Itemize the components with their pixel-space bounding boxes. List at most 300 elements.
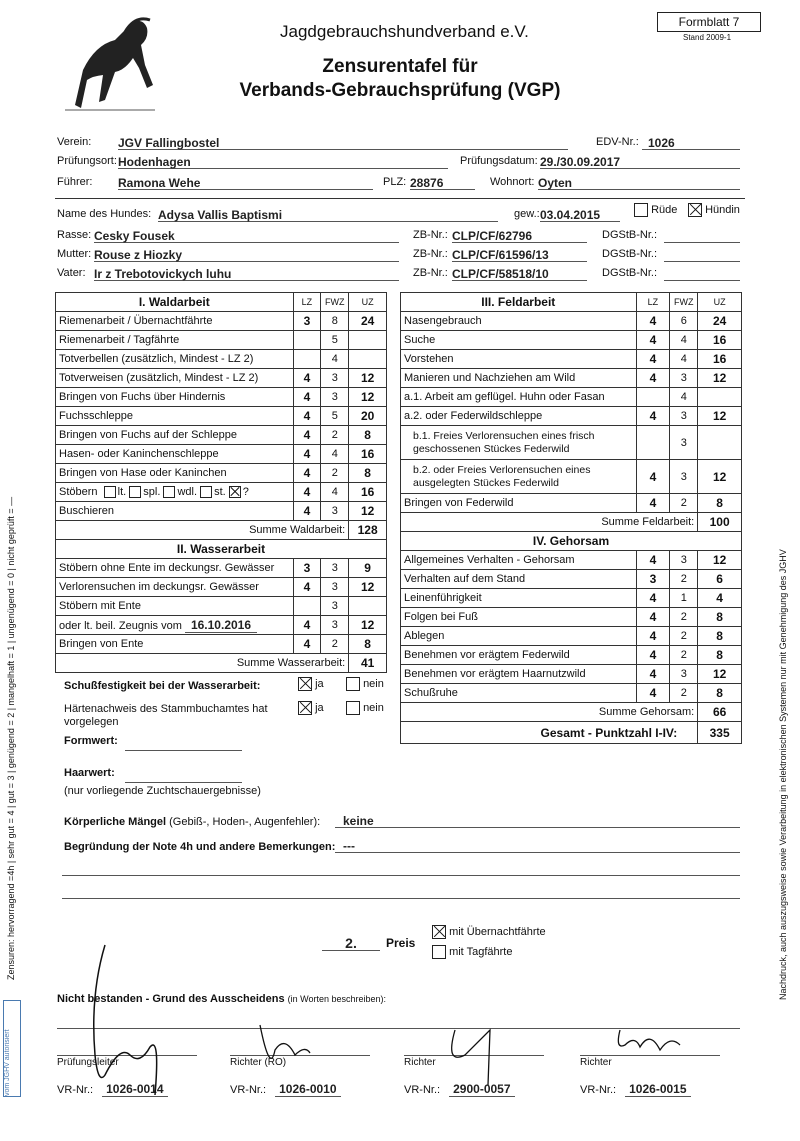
zb-label: ZB-Nr.:	[413, 229, 448, 241]
wasser-row-uz: 8	[349, 635, 387, 654]
wald-row	[56, 483, 387, 502]
feld-row-fwz: 6	[670, 312, 698, 331]
gehorsam-row	[401, 570, 742, 589]
formwert-label: Formwert:	[64, 735, 118, 747]
zb-vater-value: CLP/CF/58518/10	[452, 267, 549, 281]
wald-row-fwz: 8	[321, 312, 349, 331]
stoebern-opt-label: st.	[214, 485, 226, 498]
gehorsam-sum-value: 66	[698, 703, 742, 722]
feld-row-label: Nasengebrauch	[401, 312, 637, 331]
wald-row-label: Bringen von Fuchs über Hindernis	[56, 388, 294, 407]
feld-row-label: a.2. oder Federwildschleppe	[401, 407, 637, 426]
wald-row	[56, 388, 387, 407]
zb-vater-label: ZB-Nr.:	[413, 267, 448, 279]
gehorsam-row-label: Folgen bei Fuß	[401, 608, 637, 627]
gehorsam-row-label: Benehmen vor erägtem Haarnutzwild	[401, 665, 637, 684]
gehorsam-row	[401, 684, 742, 703]
feld-row-label: b.1. Freies Verlorensuchen eines frisch geschossenen Stückes Federwild	[401, 426, 637, 460]
left-score-table	[55, 292, 387, 673]
wald-row-uz: 12	[349, 502, 387, 521]
gehorsam-row-label: Schußruhe	[401, 684, 637, 703]
feld-row-fwz: 3	[670, 460, 698, 494]
huendin-option[interactable]	[688, 203, 740, 217]
haarwert-note: (nur vorliegende Zuchtschauergebnisse)	[64, 785, 261, 797]
feld-row-lz	[636, 426, 670, 460]
gehorsam-row-fwz: 3	[670, 665, 698, 684]
wasser-row-fwz: 2	[321, 635, 349, 654]
wasser-row-label: Verlorensuchen im deckungsr. Gewässer	[56, 578, 294, 597]
wasser-title: II. Wasserarbeit	[56, 540, 387, 559]
wald-row-uz: 16	[349, 483, 387, 502]
wald-row-lz: 4	[293, 407, 321, 426]
col-fwz-header: FWZ	[670, 293, 698, 312]
wasser-row-uz	[349, 597, 387, 616]
datum-field	[540, 153, 740, 169]
schuss-nein-checkbox[interactable]	[346, 677, 360, 691]
wald-row-lz	[293, 331, 321, 350]
feld-row-uz: 12	[698, 369, 742, 388]
gehorsam-row-uz: 12	[698, 665, 742, 684]
ruede-checkbox[interactable]	[634, 203, 648, 217]
wald-row	[56, 426, 387, 445]
wasser-row	[56, 635, 387, 654]
vr-label: VR-Nr.:	[580, 1084, 617, 1096]
gehorsam-row-fwz: 2	[670, 646, 698, 665]
gehorsam-row-uz: 8	[698, 608, 742, 627]
schuss-nein[interactable]	[346, 677, 384, 691]
gehorsam-row-lz: 4	[636, 684, 670, 703]
col-lz-header: LZ	[636, 293, 670, 312]
stoebern-opt-checkbox[interactable]	[229, 486, 241, 498]
ort-field	[118, 153, 448, 169]
wasser-row	[56, 559, 387, 578]
wasser-row-fwz: 3	[321, 559, 349, 578]
gehorsam-row-uz: 8	[698, 646, 742, 665]
fuehrer-label: Führer:	[57, 176, 93, 188]
rasse-value: Cesky Fousek	[94, 229, 175, 243]
wald-row-uz: 16	[349, 445, 387, 464]
vr-value: 2900-0057	[449, 1082, 514, 1097]
wald-row-uz	[349, 350, 387, 369]
col-lz-header: LZ	[293, 293, 321, 312]
gehorsam-row	[401, 551, 742, 570]
feld-row-uz	[698, 426, 742, 460]
fuehrer-value: Ramona Wehe	[118, 176, 201, 190]
feld-header-row	[401, 293, 742, 312]
gehorsam-row-uz: 8	[698, 627, 742, 646]
gehorsam-sum-row	[401, 703, 742, 722]
feld-row-fwz: 4	[670, 331, 698, 350]
vr-label: VR-Nr.:	[230, 1084, 267, 1096]
gehorsam-row-lz: 4	[636, 627, 670, 646]
wald-row-fwz: 2	[321, 426, 349, 445]
feld-row-fwz: 3	[670, 426, 698, 460]
gehorsam-row-uz: 12	[698, 551, 742, 570]
zb-mutter-label: ZB-Nr.:	[413, 248, 448, 260]
dgstb-mutter-field	[664, 246, 740, 262]
feld-row	[401, 331, 742, 350]
gehorsam-row-label: Verhalten auf dem Stand	[401, 570, 637, 589]
feld-row	[401, 426, 742, 460]
gehorsam-row-label: Ablegen	[401, 627, 637, 646]
gehorsam-row	[401, 608, 742, 627]
wald-row	[56, 350, 387, 369]
wald-row-uz: 20	[349, 407, 387, 426]
nicht-bestanden-label: Nicht bestanden - Grund des Ausscheidens	[57, 993, 285, 1005]
wald-row-label: Totverbellen (zusätzlich, Mindest - LZ 2)	[56, 350, 294, 369]
feld-row-uz: 24	[698, 312, 742, 331]
edv-value: 1026	[648, 136, 675, 150]
feld-title: III. Feldarbeit	[401, 293, 637, 312]
form-label: Formblatt 7	[657, 12, 761, 32]
feld-row	[401, 494, 742, 513]
gehorsam-row-lz: 4	[636, 551, 670, 570]
wald-title: I. Waldarbeit	[56, 293, 294, 312]
gehorsam-row-lz: 4	[636, 665, 670, 684]
wald-row-lz: 4	[293, 483, 321, 502]
wald-row-fwz: 4	[321, 350, 349, 369]
feld-row-label: Bringen von Federwild	[401, 494, 637, 513]
feld-row	[401, 407, 742, 426]
remarks-line-2	[62, 883, 740, 899]
feld-sum-row	[401, 513, 742, 532]
wasser-row	[56, 597, 387, 616]
wald-row-uz	[349, 331, 387, 350]
wasser-row-fwz: 3	[321, 578, 349, 597]
wald-sum-label: Summe Waldarbeit:	[56, 521, 349, 540]
haerte-label-1: Härtenachweis des Stammbuchamtes hat	[64, 703, 268, 715]
ruede-label: Rüde	[651, 203, 678, 216]
wald-row-label: Bringen von Fuchs auf der Schleppe	[56, 426, 294, 445]
signature-role: Richter (RO)	[230, 1055, 370, 1068]
wald-row	[56, 369, 387, 388]
gehorsam-row-uz: 6	[698, 570, 742, 589]
wald-row-uz: 12	[349, 388, 387, 407]
wald-row-fwz: 5	[321, 331, 349, 350]
verein-field	[118, 134, 568, 150]
wasser-row-label: Bringen von Ente	[56, 635, 294, 654]
wald-row-lz: 4	[293, 464, 321, 483]
formwert-field	[125, 735, 242, 751]
wald-row-lz: 4	[293, 426, 321, 445]
feld-row-uz: 12	[698, 407, 742, 426]
dgstb-vater-label: DGStB-Nr.:	[602, 267, 658, 279]
haarwert-field	[125, 767, 242, 783]
jghv-authorized-badge	[3, 1000, 21, 1097]
dog-name-value: Adysa Vallis Baptismi	[158, 208, 283, 222]
maengel-value: keine	[343, 814, 374, 828]
feld-row-lz: 4	[636, 312, 670, 331]
gehorsam-row-fwz: 2	[670, 608, 698, 627]
wasser-row-lz: 3	[293, 559, 321, 578]
wasser-row-uz: 12	[349, 578, 387, 597]
feld-row-fwz: 3	[670, 369, 698, 388]
schuss-nein-label: nein	[363, 677, 384, 690]
schuss-ja-checkbox[interactable]	[298, 677, 312, 691]
edv-field	[642, 134, 740, 150]
gehorsam-row-lz: 4	[636, 608, 670, 627]
ort-label: Prüfungsort:	[57, 155, 117, 167]
gehorsam-row-uz: 8	[698, 684, 742, 703]
verein-value: JGV Fallingbostel	[118, 136, 220, 150]
wasser-row-label: Stöbern mit Ente	[56, 597, 294, 616]
gehorsam-row	[401, 627, 742, 646]
ruede-option[interactable]	[634, 203, 677, 217]
wasser-row	[56, 578, 387, 597]
begruendung-label: Begründung der Note 4h und andere Bemerkungen:	[64, 841, 336, 853]
feld-row-lz	[636, 388, 670, 407]
wald-row-lz: 4	[293, 388, 321, 407]
wasser-row-lz	[293, 597, 321, 616]
feld-row-fwz: 4	[670, 350, 698, 369]
wald-row-label: Riemenarbeit / Tagfährte	[56, 331, 294, 350]
fuehrer-field	[118, 174, 373, 190]
gehorsam-title: IV. Gehorsam	[401, 532, 742, 551]
gehorsam-row	[401, 665, 742, 684]
gehorsam-row-fwz: 2	[670, 570, 698, 589]
signature-strokes	[60, 935, 760, 1105]
col-fwz-header: FWZ	[321, 293, 349, 312]
feld-row-lz: 4	[636, 331, 670, 350]
haerte-nein-label: nein	[363, 701, 384, 714]
gehorsam-row-uz: 4	[698, 589, 742, 608]
wohnort-label: Wohnort:	[490, 176, 535, 188]
vater-field	[94, 265, 399, 281]
vater-label: Vater:	[57, 267, 86, 279]
haerte-nein[interactable]	[346, 701, 384, 715]
haerte-label-2: vorgelegen	[64, 716, 119, 728]
wald-row-fwz: 4	[321, 445, 349, 464]
haarwert-label: Haarwert:	[64, 767, 115, 779]
dog-name-field	[158, 206, 498, 222]
wald-row	[56, 502, 387, 521]
signature-role: Prüfungsleiter	[57, 1055, 197, 1068]
gehorsam-row-lz: 4	[636, 589, 670, 608]
dgstb-vater-field	[664, 265, 740, 281]
feld-row-label: Vorstehen	[401, 350, 637, 369]
feld-row-lz: 4	[636, 494, 670, 513]
feld-row-lz: 4	[636, 350, 670, 369]
gehorsam-row	[401, 589, 742, 608]
stoebern-opt-checkbox[interactable]	[129, 486, 141, 498]
huendin-checkbox[interactable]	[688, 203, 702, 217]
org-name: Jagdgebrauchshundverband e.V.	[280, 22, 529, 41]
wald-row-fwz: 4	[321, 483, 349, 502]
gehorsam-row-label: Leinenführigkeit	[401, 589, 637, 608]
wasser-row-fwz: 3	[321, 597, 349, 616]
dgstb-mutter-label: DGStB-Nr.:	[602, 248, 658, 260]
feld-row-fwz: 2	[670, 494, 698, 513]
feld-row-lz: 4	[636, 407, 670, 426]
maengel-label: Körperliche Mängel	[64, 816, 167, 828]
wasser-sum-value: 41	[349, 654, 387, 673]
haerte-ja-checkbox[interactable]	[298, 701, 312, 715]
wasser-row-lz: 4	[293, 616, 321, 635]
stoebern-opt-checkbox[interactable]	[104, 486, 116, 498]
dgstb-label: DGStB-Nr.:	[602, 229, 658, 241]
mutter-value: Rouse z Hiozky	[94, 248, 183, 262]
gew-field	[540, 206, 620, 222]
gehorsam-row-lz: 3	[636, 570, 670, 589]
title-line-1: Zensurentafel für	[322, 56, 478, 77]
wald-row-label: Totverweisen (zusätzlich, Mindest - LZ 2)	[56, 369, 294, 388]
schuss-ja-label: ja	[315, 677, 324, 690]
wald-row-fwz: 3	[321, 388, 349, 407]
mutter-label: Mutter:	[57, 248, 92, 260]
total-row	[401, 722, 742, 744]
feld-row	[401, 350, 742, 369]
wald-row-uz: 24	[349, 312, 387, 331]
vater-value: Ir z Trebotovickych luhu	[94, 267, 232, 281]
gehorsam-header-row	[401, 532, 742, 551]
zb-field	[452, 227, 587, 243]
maengel-note: (Gebiß-, Hoden-, Augenfehler):	[169, 816, 321, 828]
wasser-sum-label: Summe Wasserarbeit:	[56, 654, 349, 673]
wald-row-label: Hasen- oder Kaninchenschleppe	[56, 445, 294, 464]
nicht-bestanden-note: (in Worten beschreiben):	[287, 994, 387, 1004]
stoebern-opt-checkbox[interactable]	[163, 486, 175, 498]
wald-row-lz: 4	[293, 369, 321, 388]
vr-value: 1026-0014	[102, 1082, 167, 1097]
rasse-label: Rasse:	[57, 229, 92, 241]
wald-row-label: Riemenarbeit / Übernachtfährte	[56, 312, 294, 331]
ort-value: Hodenhagen	[118, 155, 191, 169]
preis-value: 2.	[345, 935, 357, 951]
feld-row-label: Manieren und Nachziehen am Wild	[401, 369, 637, 388]
verein-label: Verein:	[57, 136, 92, 148]
gehorsam-row	[401, 646, 742, 665]
wald-row	[56, 445, 387, 464]
signature-role: Richter	[580, 1055, 720, 1068]
gehorsam-row-fwz: 2	[670, 627, 698, 646]
wohnort-value: Oyten	[538, 176, 573, 190]
wohnort-field	[538, 174, 740, 190]
col-uz-header: UZ	[698, 293, 742, 312]
title-line-2: Verbands-Gebrauchsprüfung (VGP)	[239, 80, 561, 101]
wasser-header-row	[56, 540, 387, 559]
haerte-nein-checkbox[interactable]	[346, 701, 360, 715]
stoebern-opt-checkbox[interactable]	[200, 486, 212, 498]
form-stand: Stand 2009-1	[683, 33, 732, 42]
schuss-ja[interactable]	[298, 677, 324, 691]
feld-row	[401, 388, 742, 407]
datum-value: 29./30.09.2017	[540, 155, 621, 169]
mutter-field	[94, 246, 399, 262]
feld-row	[401, 369, 742, 388]
signature-role: Richter	[404, 1055, 544, 1068]
stoebern-opt-label: spl.	[143, 485, 161, 498]
feld-row-label: a.1. Arbeit am geflügel. Huhn oder Fasan	[401, 388, 637, 407]
rasse-field	[94, 227, 399, 243]
gehorsam-row-lz: 4	[636, 646, 670, 665]
plz-value: 28876	[410, 176, 444, 190]
wald-row-lz: 4	[293, 445, 321, 464]
copyright-side: Nachdruck, auch auszugsweise sowie Verarbeitung in elektronischen Systemen nur mit Genehmigung des JGHV	[778, 549, 788, 1000]
wasser-row-fwz: 3	[321, 616, 349, 635]
feld-row-label: Suche	[401, 331, 637, 350]
zeugnis-label: oder lt. beil. Zeugnis vom	[59, 620, 182, 632]
vr-value: 1026-0010	[275, 1082, 340, 1097]
begruendung-field	[335, 837, 740, 853]
edv-label: EDV-Nr.:	[596, 136, 639, 148]
remarks-line-1	[62, 860, 740, 876]
preis-label: Preis	[386, 936, 416, 950]
wald-row-label: Buschieren	[56, 502, 294, 521]
wasser-row-lz: 4	[293, 578, 321, 597]
grading-scale-side: Zensuren: hervorragend =4h | sehr gut = 4 | gut = 3 | genügend = 2 | mangelhaft = 1 | ungenügend = 0 | nicht geprüft = —	[6, 496, 16, 980]
wald-row-label: Bringen von Hase oder Kaninchen	[56, 464, 294, 483]
total-label: Gesamt - Punktzahl I-IV:	[401, 722, 698, 744]
gehorsam-row-label: Benehmen vor erägtem Federwild	[401, 646, 637, 665]
gew-value: 03.04.2015	[540, 208, 601, 222]
stoebern-opt-label: wdl.	[177, 485, 198, 498]
wald-row-lz	[293, 350, 321, 369]
tag-label: mit Tagfährte	[449, 945, 513, 958]
feld-row-lz: 4	[636, 460, 670, 494]
wald-row	[56, 331, 387, 350]
wasser-row-uz: 12	[349, 616, 387, 635]
zb-mutter-value: CLP/CF/61596/13	[452, 248, 549, 262]
wald-row-lz: 4	[293, 502, 321, 521]
uebernacht-label: mit Übernachtfährte	[449, 925, 546, 938]
wald-row-fwz: 3	[321, 502, 349, 521]
wasser-row-label	[56, 616, 294, 635]
begruendung-value: ---	[343, 839, 355, 853]
wald-sum-value: 128	[349, 521, 387, 540]
wald-row	[56, 464, 387, 483]
gehorsam-row-fwz: 1	[670, 589, 698, 608]
wald-row-lz: 3	[293, 312, 321, 331]
feld-row-uz: 8	[698, 494, 742, 513]
feld-row-uz: 16	[698, 331, 742, 350]
gehorsam-sum-label: Summe Gehorsam:	[401, 703, 698, 722]
wasser-row	[56, 616, 387, 635]
feld-row-lz: 4	[636, 369, 670, 388]
wald-row-label	[56, 483, 294, 502]
haerte-ja[interactable]	[298, 701, 324, 715]
wasser-row-uz: 9	[349, 559, 387, 578]
wald-row-fwz: 5	[321, 407, 349, 426]
zb-vater-field	[452, 265, 587, 281]
datum-label: Prüfungsdatum:	[460, 155, 538, 167]
huendin-label: Hündin	[705, 203, 740, 216]
feld-row	[401, 312, 742, 331]
gew-label: gew.:	[514, 208, 540, 220]
divider	[55, 198, 745, 199]
gehorsam-row-label: Allgemeines Verhalten - Gehorsam	[401, 551, 637, 570]
feld-row	[401, 460, 742, 494]
wald-row	[56, 407, 387, 426]
plz-label: PLZ:	[383, 176, 407, 188]
wald-header-row	[56, 293, 387, 312]
wald-row-fwz: 3	[321, 369, 349, 388]
wald-row	[56, 312, 387, 331]
zb-mutter-field	[452, 246, 587, 262]
right-score-table	[400, 292, 742, 744]
wasser-sum-row	[56, 654, 387, 673]
wald-sum-row	[56, 521, 387, 540]
feld-sum-label: Summe Feldarbeit:	[401, 513, 698, 532]
stoebern-opt-label: lt.	[117, 485, 127, 498]
feld-row-uz: 12	[698, 460, 742, 494]
vr-label: VR-Nr.:	[57, 1084, 94, 1096]
wald-row-uz: 12	[349, 369, 387, 388]
vr-value: 1026-0015	[625, 1082, 690, 1097]
schuss-label: Schußfestigkeit bei der Wasserarbeit:	[64, 680, 261, 692]
feld-sum-value: 100	[698, 513, 742, 532]
feld-row-uz	[698, 388, 742, 407]
maengel-row	[64, 816, 320, 828]
